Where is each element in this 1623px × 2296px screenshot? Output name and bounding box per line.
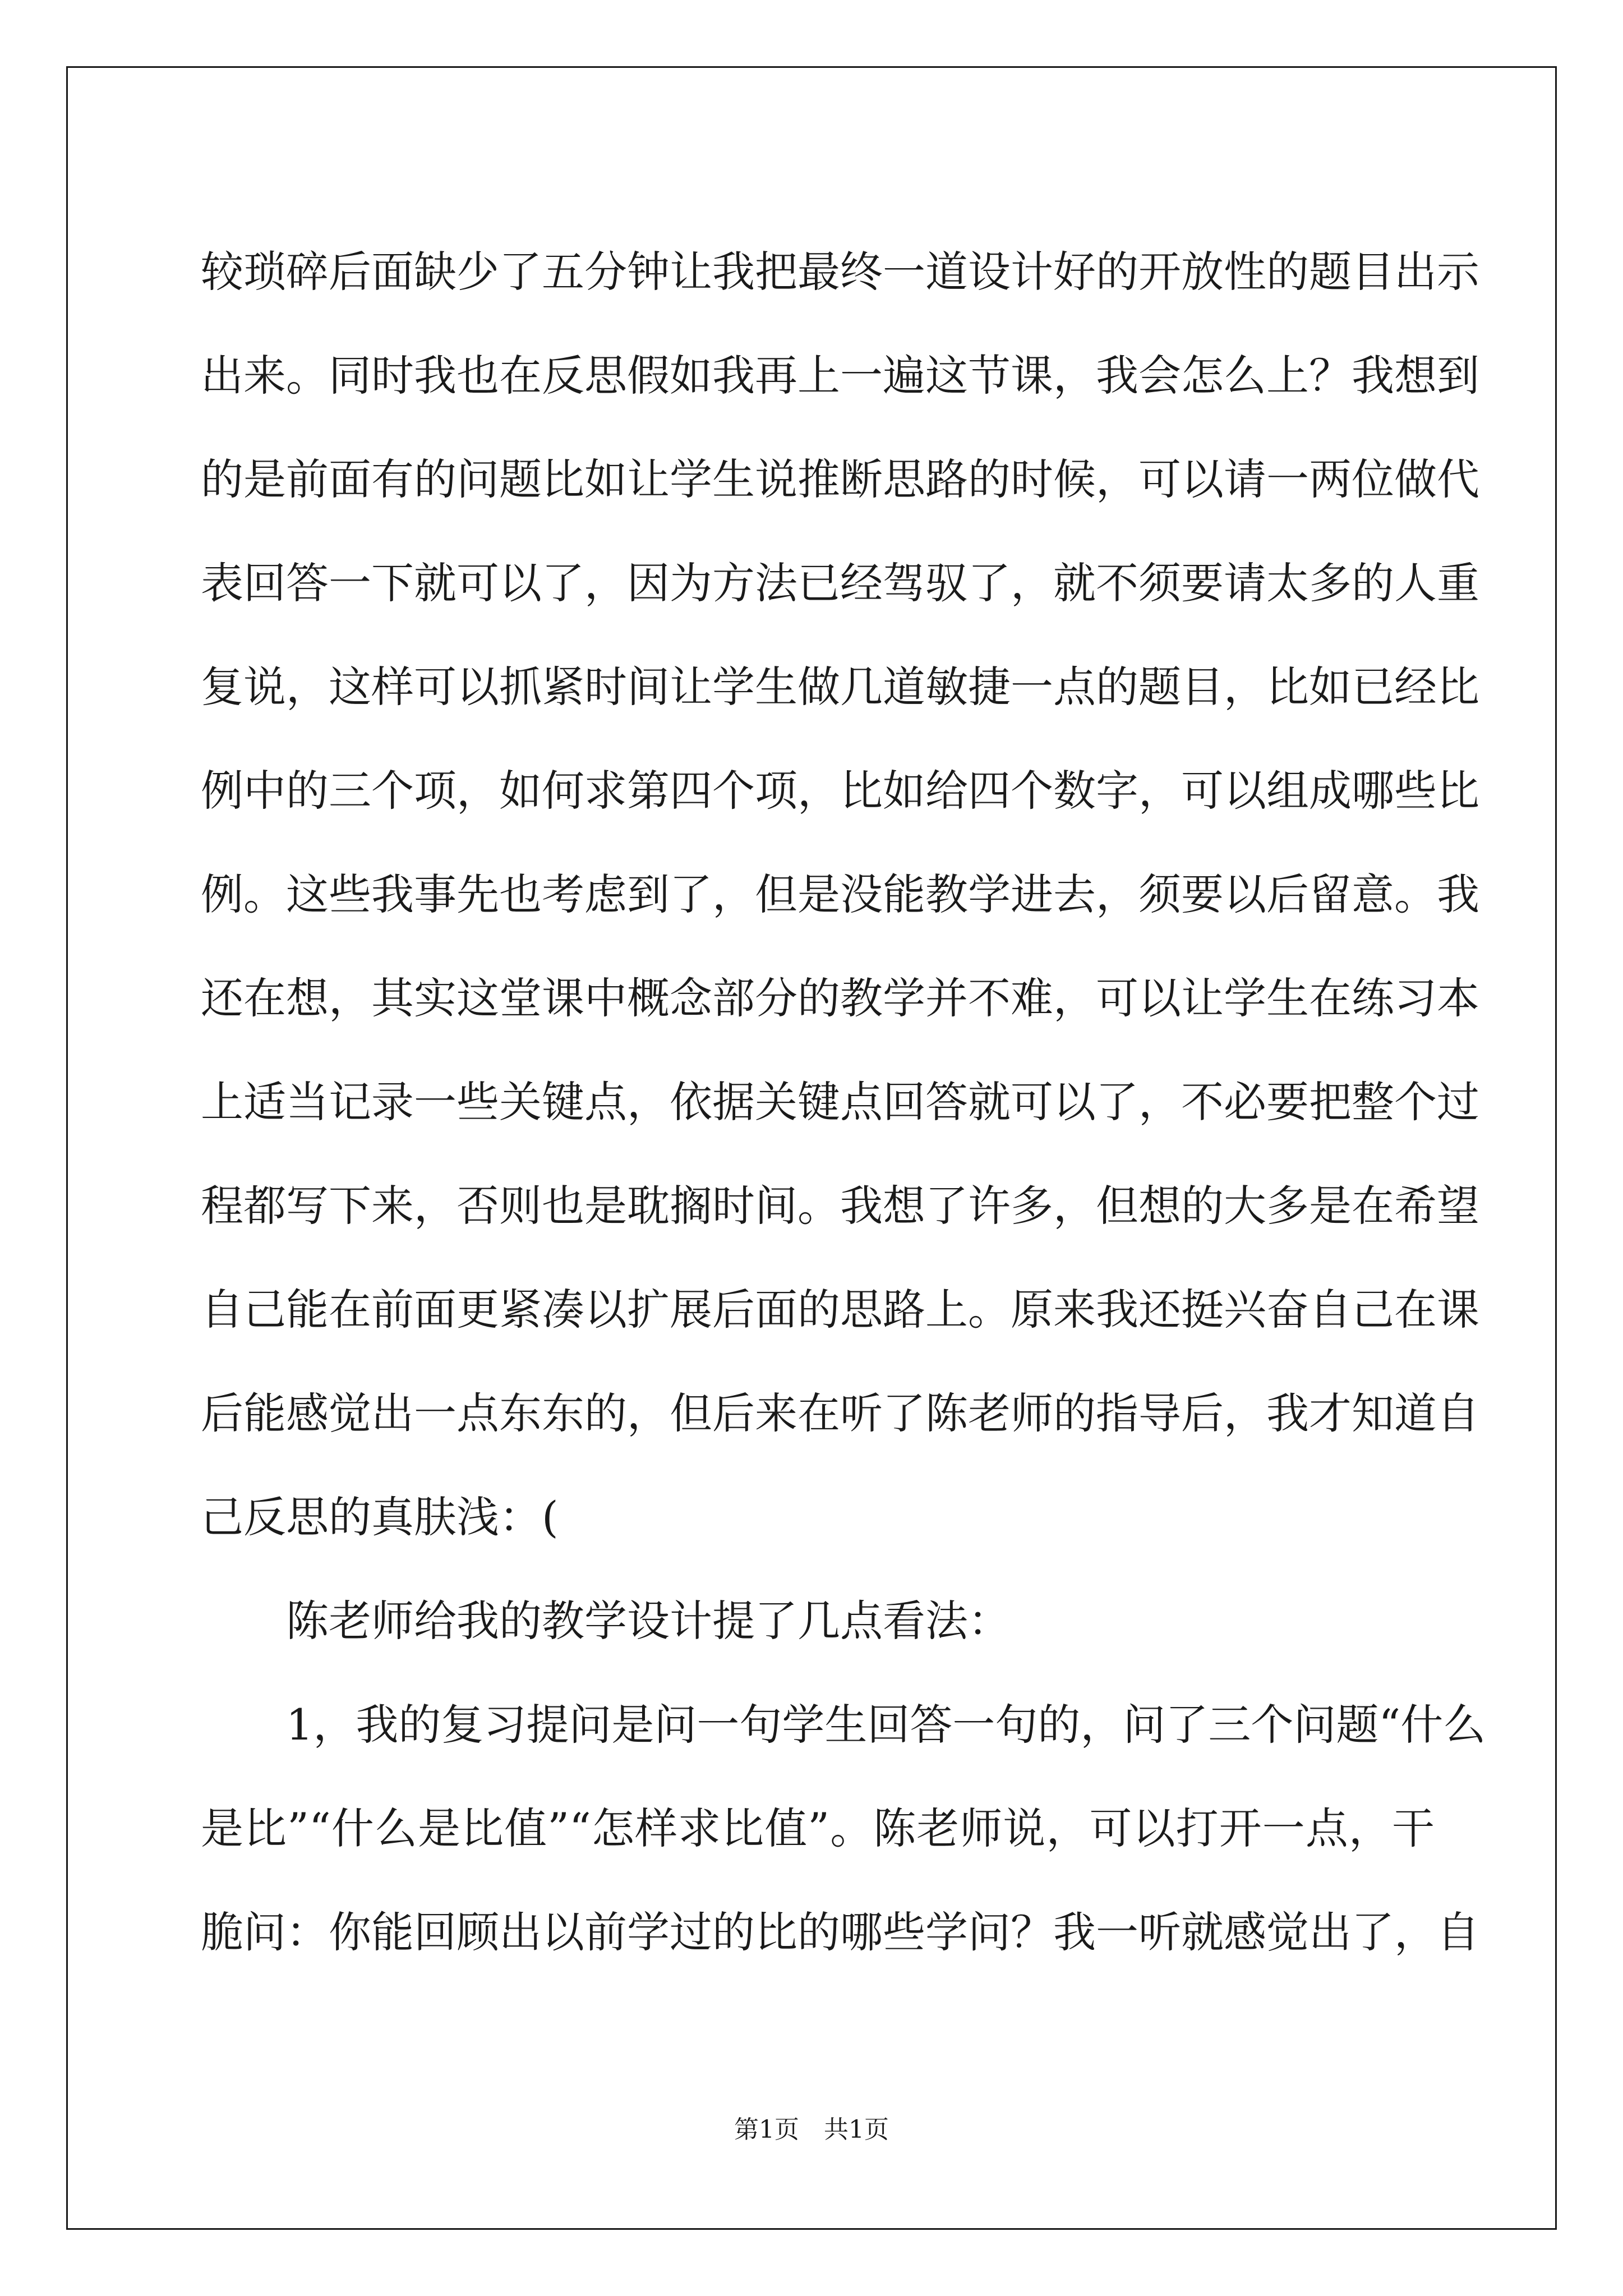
page-footer <box>0 2109 1623 2145</box>
text-line: 1，我的复习提问是问一句学生回答一句的，问了三个问题“什么 <box>286 1700 1486 1750</box>
text-line: 出来。同时我也在反思假如我再上一遍这节课，我会怎么上？我想到 <box>201 351 1479 401</box>
text-line: 是比”“什么是比值”“怎样求比值”。陈老师说，可以打开一点，干 <box>201 1803 1435 1853</box>
text-line: 例。这些我事先也考虑到了，但是没能教学进去，须要以后留意。我 <box>201 869 1479 919</box>
text-line: 程都写下来，否则也是耽搁时间。我想了许多，但想的大多是在希望 <box>201 1181 1479 1231</box>
document-body <box>201 220 1486 1984</box>
text-line: 己反思的真肤浅：( <box>201 1492 559 1542</box>
text-line: 的是前面有的问题比如让学生说推断思路的时候，可以请一两位做代 <box>201 454 1479 504</box>
text-line: 复说，这样可以抓紧时间让学生做几道敏捷一点的题目，比如已经比 <box>201 662 1479 712</box>
text-line: 自己能在前面更紧凑以扩展后面的思路上。原来我还挺兴奋自己在课 <box>201 1285 1479 1335</box>
text-line: 例中的三个项，如何求第四个项，比如给四个数字，可以组成哪些比 <box>201 766 1479 816</box>
text-line: 表回答一下就可以了，因为方法已经驾驭了，就不须要请太多的人重 <box>201 558 1479 608</box>
text-line: 还在想，其实这堂课中概念部分的教学并不难，可以让学生在练习本 <box>201 973 1479 1023</box>
page-total: 共1页 <box>824 2115 889 2144</box>
text-line: 较琐碎后面缺少了五分钟让我把最终一道设计好的开放性的题目出示 <box>201 247 1479 297</box>
page-number: 第1页 <box>734 2115 799 2144</box>
text-line: 后能感觉出一点东东的，但后来在听了陈老师的指导后，我才知道自 <box>201 1388 1479 1438</box>
text-line: 上适当记录一些关键点，依据关键点回答就可以了，不必要把整个过 <box>201 1077 1479 1127</box>
text-line: 陈老师给我的教学设计提了几点看法： <box>286 1596 1011 1646</box>
text-line: 脆问：你能回顾出以前学过的比的哪些学问？我一听就感觉出了，自 <box>201 1907 1479 1957</box>
